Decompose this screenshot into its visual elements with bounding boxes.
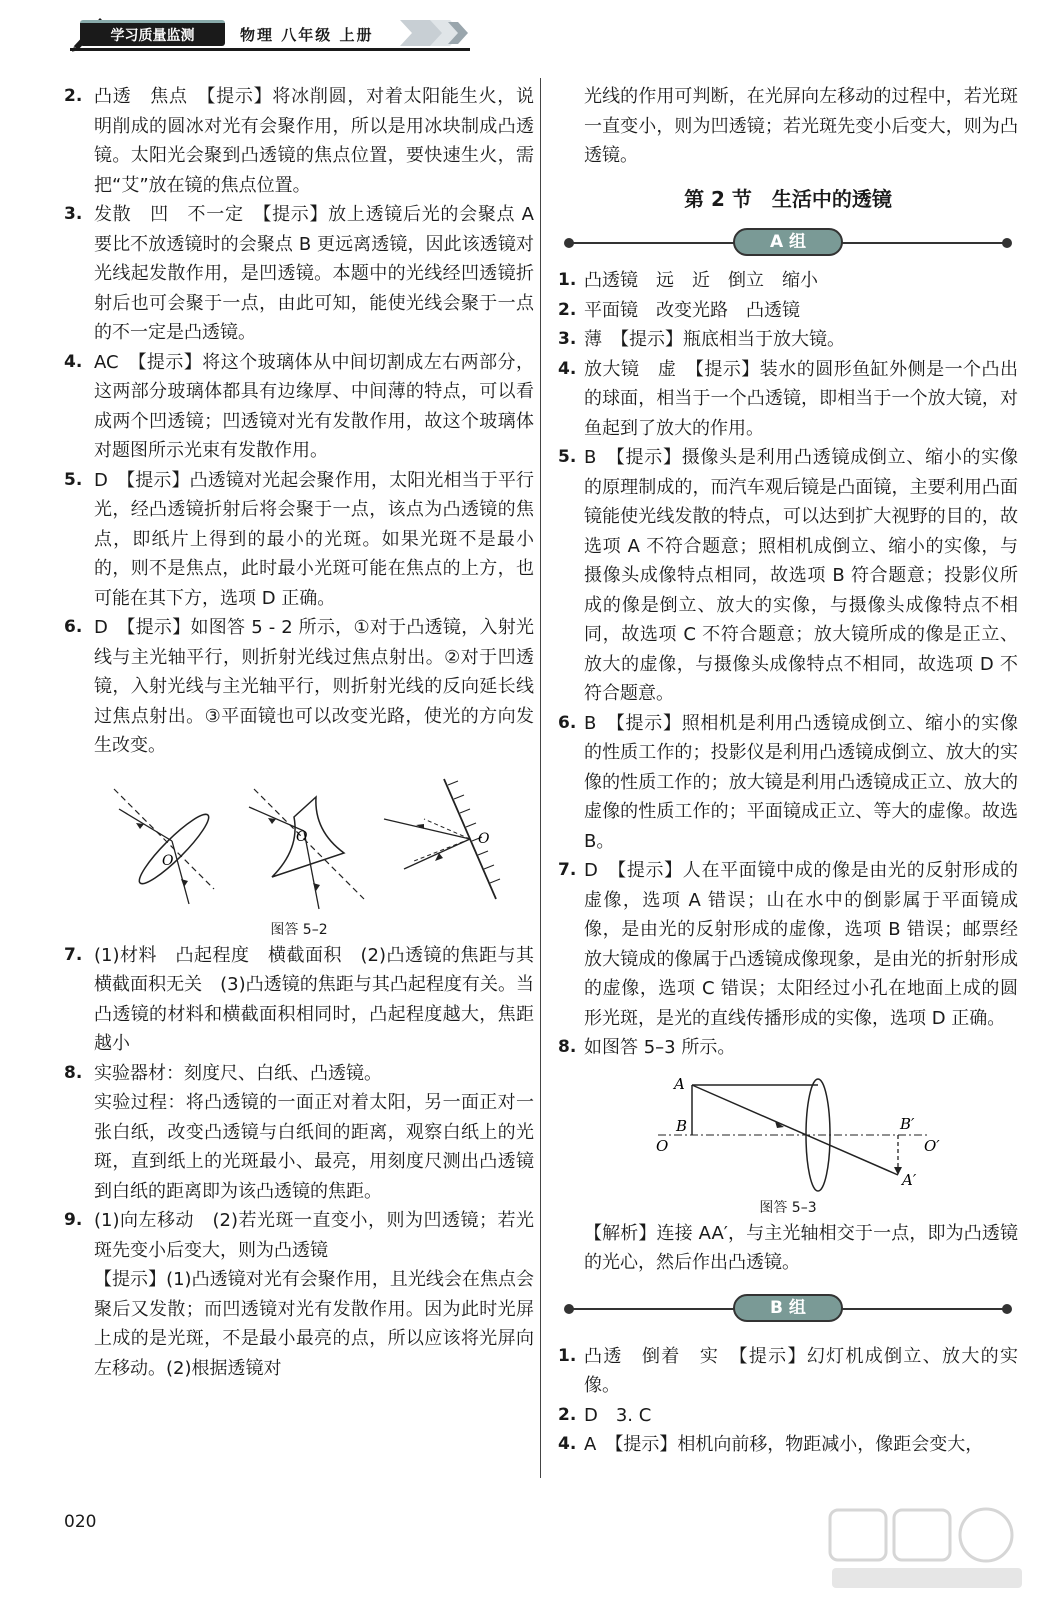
answer-item-8: 8. 实验器材：刻度尺、白纸、凸透镜。	[64, 1062, 382, 1084]
svg-text:O: O	[656, 1136, 669, 1155]
svg-text:O: O	[296, 828, 308, 845]
b-item-1: 1. 凸透 倒着 实 【提示】幻灯机成倒立、放大的实像。	[558, 1345, 1018, 1396]
chevron-arrows-icon	[400, 16, 480, 50]
answer-item-7: 7. (1)材料 凸起程度 横截面积 (2)凸透镜的焦距与其横截面积无关 (3)凸透镜的焦距与其凸起程度有关。当凸透镜的材料和横截面积相同时，凸起程度越大，焦距越小	[64, 944, 534, 1054]
answer-item-2: 2. 凸透 焦点 【提示】将冰削圆，对着太阳能生火，说明削成的圆冰对光有会聚作用，所以是用冰块制成凸透镜。太阳光会聚到凸透镜的焦点位置，要快速生火，需把“艾”放在镜的焦点位置。	[64, 86, 534, 196]
answer-item-5: 5. D 【提示】凸透镜对光起会聚作用，太阳光相当于平行光，经凸透镜折射后将会聚于一点，该点为凸透镜的焦点，即纸片上得到的最小的光斑。如果光斑不是最小的，则不是焦点，此时最小光斑可能在焦点的上方，也可能在其下方，选项 D 正确。	[64, 469, 534, 609]
left-column	[64, 82, 534, 1383]
right-column	[558, 82, 1018, 1460]
page-number: 020	[64, 1512, 97, 1532]
plane-mirror-diagram	[384, 779, 500, 899]
figure-5-3	[558, 1071, 1018, 1219]
svg-text:O′: O′	[924, 1136, 940, 1155]
answer-item-9: 9. (1)向左移动 (2)若光斑一直变小，则为凹透镜；若光斑先变小后变大，则为凸透镜	[64, 1210, 534, 1261]
svg-text:A′: A′	[902, 1170, 917, 1189]
answer-item-9-end: 光线的作用可判断，在光屏向左移动的过程中，若光斑一直变小，则为凹透镜；若光斑先变小后变大，则为凸透镜。	[584, 86, 1018, 166]
svg-text:O: O	[478, 830, 490, 847]
page-header	[70, 12, 490, 52]
answer-item-3: 3. 发散 凹 不一定 【提示】放上透镜后光的会聚点 A 要比不放透镜时的会聚点 B 更远离透镜，因此该透镜对光线起发散作用，是凹透镜。本题中的光线经凹透镜折射后也可会聚于一点，由此可知，能使光线会聚于一点的不一定是凸透镜。	[64, 204, 534, 343]
svg-text:B: B	[676, 1116, 688, 1135]
watermark-logo	[822, 1504, 1032, 1594]
a-item-2: 2. 平面镜 改变光路 凸透镜	[558, 299, 800, 321]
figure-caption: 图答 5–3	[759, 1199, 817, 1216]
series-badge: 学习质量监测	[80, 20, 225, 46]
answer-item-8-cont: 实验过程：将凸透镜的一面正对着太阳，另一面正对一张白纸，改变凸透镜与白纸间的距离，观察白纸上的光斑，直到纸上的光斑最小、最亮，用刻度尺测出凸透镜到白纸的距离即为该凸透镜的焦距。	[94, 1092, 534, 1202]
answer-item-6: 6. D 【提示】如图答 5 - 2 所示，①对于凸透镜，入射光线与主光轴平行，则折射光线过焦点射出。②对于凹透镜，入射光线与主光轴平行，则折射光线的反向延长线过焦点射出。③平面镜也可以改变光路，使光的方向发生改变。	[64, 617, 534, 756]
subject-title: 物理 八年级 上册	[240, 26, 374, 44]
figure-caption: 图答 5–2	[270, 921, 328, 938]
analysis-text: 【解析】连接 AA′，与主光轴相交于一点，即为凸透镜的光心，然后作出凸透镜。	[584, 1222, 1018, 1273]
concave-lens-diagram	[249, 789, 364, 909]
section-title: 第 2 节 生活中的透镜	[684, 186, 892, 211]
a-item-7: 7. D 【提示】人在平面镜中成的像是由光的反射形成的虚像，选项 A 错误；山在水中的倒影属于平面镜成像，是由光的反射形成的虚像，选项 B 错误；邮票经放大镜成的像属于凸透镜成像现象，是由光的折射形成的虚像，选项 C 错误；太阳经过小孔在地面上成的圆形光斑，是光的直线传播形成的实像，选项 D 正确。	[558, 860, 1018, 1029]
svg-text:B′: B′	[900, 1114, 915, 1133]
answer-item-9-cont: 【提示】(1)凸透镜对光有会聚作用，且光线会在焦点会聚后又发散；而凹透镜对光有发散作用。因为此时光屏上成的是光斑，不是最小最亮的点，所以应该将光屏向左移动。(2)根据透镜对	[94, 1269, 534, 1379]
figure-5-2	[64, 769, 534, 941]
convex-lens-diagram	[114, 789, 215, 904]
b-item-4: 4. A 【提示】相机向前移，物距减小，像距会变大，	[558, 1434, 984, 1455]
answer-item-4: 4. AC 【提示】将这个玻璃体从中间切割成左右两部分，这两部分玻璃体都具有边缘厚、中间薄的特点，可以看成两个凹透镜；凹透镜对光有发散作用，故这个玻璃体对题图所示光束有发散作用。	[64, 351, 534, 461]
a-item-6: 6. B 【提示】照相机是利用凸透镜成倒立、缩小的实像的性质工作的；投影仪是利用凸透镜成倒立、放大的实像的性质工作的；放大镜是利用凸透镜成正立、放大的虚像的性质工作的；平面镜成正立、等大的虚像。故选 B。	[558, 712, 1018, 852]
a-item-1: 1. 凸透镜 远 近 倒立 缩小	[558, 270, 818, 291]
svg-text:A: A	[674, 1074, 685, 1093]
svg-text:O: O	[162, 852, 174, 869]
header-rule	[70, 48, 470, 51]
a-item-8: 8. 如图答 5–3 所示。	[558, 1037, 736, 1058]
b-item-2: 2. D 3. C	[558, 1404, 652, 1426]
group-b-bar	[558, 1290, 1018, 1326]
group-a-bar	[558, 224, 1018, 260]
group-b-label: B 组	[733, 1294, 843, 1322]
group-a-label: A 组	[733, 228, 843, 256]
a-item-5: 5. B 【提示】摄像头是利用凸透镜成倒立、缩小的实像的原理制成的，而汽车观后镜是凸面镜，主要利用凸面镜能使光线发散的特点，可以达到扩大视野的目的，故选项 A 不符合题意；照相机成倒立、缩小的实像，与摄像头成像特点相同，故选项 B 符合题意；投影仪所成的像是倒立、放大的实像，与摄像头成像特点不相同，故选项 C 不符合题意；放大镜所成的像是正立、放大的虚像，与摄像头成像特点不相同，故选项 D 不符合题意。	[558, 447, 1018, 704]
a-item-3: 3. 薄 【提示】瓶底相当于放大镜。	[558, 329, 845, 350]
a-item-4: 4. 放大镜 虚 【提示】装水的圆形鱼缸外侧是一个凸出的球面，相当于一个凸透镜，即相当于一个放大镜，对鱼起到了放大的作用。	[558, 358, 1018, 439]
column-divider	[540, 78, 541, 1478]
lens-diagrams	[64, 769, 534, 919]
lens-ray-diagram	[558, 1071, 1018, 1197]
